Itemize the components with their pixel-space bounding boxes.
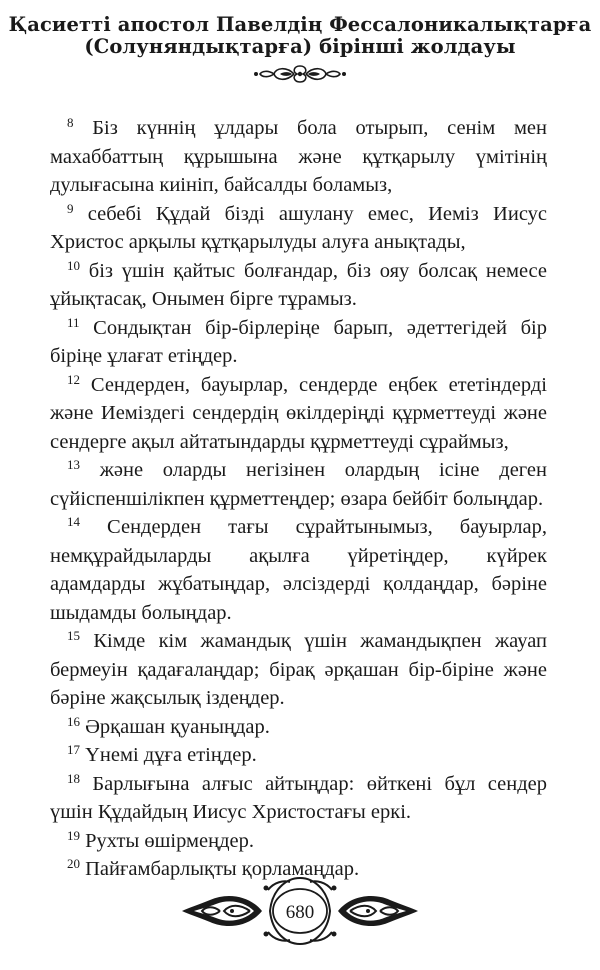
page-number: 680 xyxy=(285,902,315,923)
verse-number: 8 xyxy=(67,115,74,130)
verse-number: 17 xyxy=(67,742,80,757)
verse-list xyxy=(50,114,547,884)
verse-text: Әрқашан қуаныңдар. xyxy=(85,715,270,738)
verse xyxy=(50,200,547,257)
verse-number: 18 xyxy=(67,770,80,786)
verse xyxy=(50,827,547,856)
verse xyxy=(50,627,547,713)
verse-number: 16 xyxy=(67,713,80,729)
verse-number: 20 xyxy=(67,856,80,871)
page-header xyxy=(0,14,600,58)
verse-number: 12 xyxy=(67,371,80,387)
verse-text: себебі Құдай бізді ашулану емес, Иеміз Иисус Христос арқылы құтқарылуды алуға анықтады, xyxy=(50,202,547,253)
verse-text: Сендерден тағы сұрайтынымыз, бауырлар, немқұрайдыларды ақылға үйретіңдер, күйрек адамдарды жұбатыңдар, әлсіздерді қолдаңдар, бәріне шыдамды болыңдар. xyxy=(50,516,547,624)
verse xyxy=(50,114,547,200)
verse-number: 10 xyxy=(67,257,80,273)
verse xyxy=(50,513,547,627)
verse-number: 14 xyxy=(67,514,80,529)
verse-number: 19 xyxy=(67,827,80,843)
verse-text: Сондықтан бір-бірлеріңе барып, әдеттегідей бір біріңе ұлағат етіңдер. xyxy=(50,316,547,367)
header-title-line-2: (Солуняндықтарға) бірінші жолдауы xyxy=(84,35,516,58)
verse-text: Кімде кім жамандық үшін жамандықпен жауап бермеуін қадағалаңдар; бірақ әрқашан бір-біріне және бәріне жақсылық іздеңдер. xyxy=(50,630,548,709)
verse-number: 11 xyxy=(67,314,80,330)
verse xyxy=(50,371,547,457)
verse xyxy=(50,741,547,770)
verse-text: Сендерден, бауырлар, сендерде еңбек ететіндерді және Иеміздегі сендердің өкілдеріңді құрметтеуді және сендерге ақыл айтатындарды құрметтеуді сұраймыз, xyxy=(50,373,548,453)
verse-number: 15 xyxy=(67,628,80,643)
verse-text: біз үшін қайтыс болғандар, біз ояу болсақ немесе ұйықтасақ, Онымен бірге тұрамыз. xyxy=(50,259,548,310)
verse-text: Барлығына алғыс айтыңдар: өйткені бұл сендер үшін Құдайдың Иисус Христостағы еркі. xyxy=(50,772,547,823)
verse xyxy=(50,314,547,371)
verse-number: 13 xyxy=(67,457,80,472)
verse xyxy=(50,257,547,314)
verse xyxy=(50,713,547,742)
verse-text: Рухты өшірмеңдер. xyxy=(85,829,254,852)
verse-text: және оларды негізінен олардың ісіне деген сүйіспеншілікпен құрметтеңдер; өзара бейбіт болыңдар. xyxy=(50,459,547,510)
verse-text: Біз күннің ұлдары бола отырып, сенім мен махаббаттың құрышына және құтқарылу үмітінің дулығасына киініп, байсалды боламыз, xyxy=(50,117,548,196)
verse xyxy=(50,456,547,513)
verse-text: Үнемі дұға етіңдер. xyxy=(85,744,257,766)
header-title-line-1: Қасиетті апостол Павелдің Фессалоникалықтарға xyxy=(8,13,592,36)
verse-text: Пайғамбарлықты қорламаңдар. xyxy=(85,858,360,880)
header-ornament-icon xyxy=(250,62,350,86)
verse xyxy=(50,770,547,827)
verse-number: 9 xyxy=(67,200,74,216)
